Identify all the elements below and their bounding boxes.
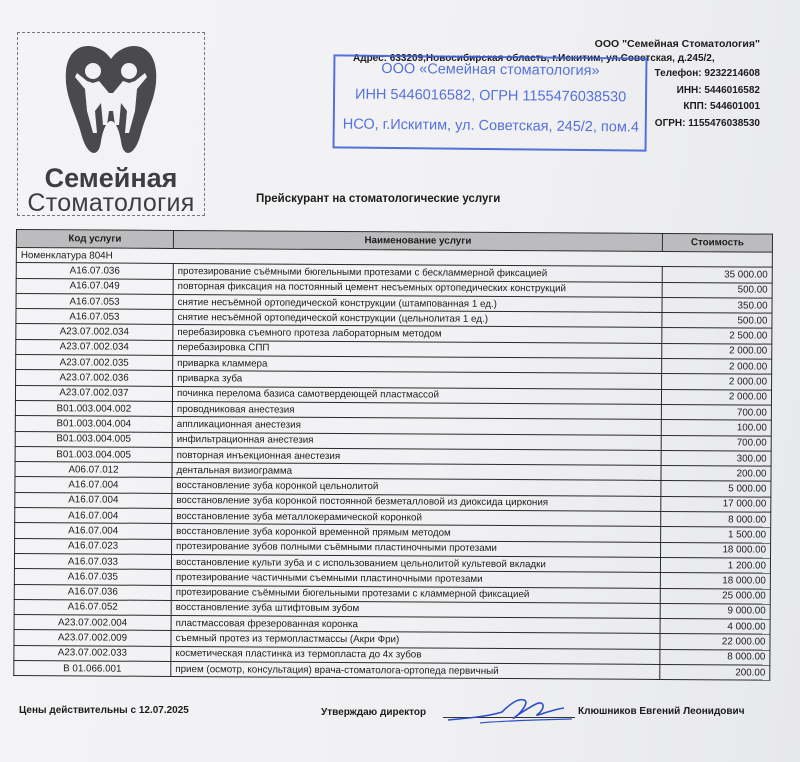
service-price: 8 000.00 xyxy=(661,511,771,527)
approve-label: Утверждаю директор xyxy=(321,707,427,718)
service-name: восстановление культи зуба и с использованием цельнолитой культевой вкладки xyxy=(171,554,660,572)
service-name: перебазировка СПП xyxy=(173,340,662,358)
service-price: 200.00 xyxy=(661,466,771,482)
service-code: A16.07.052 xyxy=(14,599,171,615)
service-name: прием (осмотр, консультация) врача-стоматолога-ортопеда первичный xyxy=(171,661,660,679)
logo-text-line2: Стоматология xyxy=(27,189,195,217)
service-code: A16.07.036 xyxy=(16,263,173,279)
service-price: 5 000.00 xyxy=(661,481,771,497)
service-code: B01.003.004.005 xyxy=(15,431,172,447)
service-name: дентальная визиограмма xyxy=(172,463,661,481)
service-price: 700.00 xyxy=(661,435,771,451)
service-name: инфильтрационная анестезия xyxy=(172,432,661,450)
company-stamp xyxy=(333,54,648,151)
director-signature xyxy=(440,690,580,730)
service-code: A16.07.004 xyxy=(15,477,172,493)
table-body xyxy=(14,248,773,681)
service-code: A23.07.002.037 xyxy=(15,385,172,401)
header-price: Стоимость xyxy=(662,233,772,252)
service-name: приварка зуба xyxy=(173,371,662,389)
company-address: Адрес: 633209,Новосибирская область, г.Искитим, ул.Советская, д.245/2, xyxy=(353,53,715,64)
service-name: протезирование зубов полными съёмными пластиночными протезами xyxy=(172,539,661,557)
service-price: 700.00 xyxy=(661,404,771,420)
service-price: 350.00 xyxy=(662,297,772,313)
service-name: снятие несъёмной ортопедической конструкции (штампованная 1 ед.) xyxy=(173,294,662,312)
document-title: Прейскурант на стоматологические услуги xyxy=(256,193,501,205)
service-price: 18 000.00 xyxy=(660,573,770,589)
service-code: A16.07.004 xyxy=(15,523,172,539)
company-inn: ИНН: 5446016582 xyxy=(676,85,760,96)
service-name: повторная фиксация на постоянный цемент несъемных ортопедических конструкций xyxy=(173,279,662,297)
service-price: 8 000.00 xyxy=(660,649,770,665)
service-code: A16.07.004 xyxy=(15,508,172,524)
service-code: B01.003.004.004 xyxy=(15,416,172,432)
service-code: B01.003.004.002 xyxy=(15,400,172,416)
service-price: 2 500.00 xyxy=(662,328,772,344)
service-price: 1 500.00 xyxy=(661,527,771,543)
service-price: 500.00 xyxy=(662,282,772,298)
service-code: A23.07.002.036 xyxy=(16,370,173,386)
service-code: A16.07.033 xyxy=(14,553,171,569)
service-code: A23.07.002.009 xyxy=(14,630,171,646)
service-name: проводниковая анестезия xyxy=(172,401,661,419)
service-code: A23.07.002.034 xyxy=(16,339,173,355)
service-name: починка перелома базиса самотвердеющей пластмассой xyxy=(172,386,661,404)
service-name: протезирование съёмными бюгельными протезами с бескламмерной фиксацией xyxy=(173,264,662,282)
service-code: A16.07.023 xyxy=(15,538,172,554)
clinic-logo xyxy=(17,32,205,216)
service-code: A16.07.004 xyxy=(15,492,172,508)
prices-valid-date: Цены действительны с 12.07.2025 xyxy=(19,705,189,716)
price-table xyxy=(13,229,773,681)
service-name: восстановление зуба коронкой постоянной безметалловой из диоксида циркония xyxy=(172,493,661,511)
service-price: 25 000.00 xyxy=(660,588,770,604)
service-price: 22 000.00 xyxy=(660,634,770,650)
service-name: снятие несъёмной ортопедической конструкции (цельнолитая 1 ед.) xyxy=(173,310,662,328)
service-code: A23.07.002.034 xyxy=(16,324,173,340)
stamp-line2: ИНН 5446016582, ОГРН 1155476038530 xyxy=(354,86,627,106)
service-price: 9 000.00 xyxy=(660,603,770,619)
service-name: аппликационная анестезия xyxy=(172,417,661,435)
service-name: восстановление зуба коронкой цельнолитой xyxy=(172,478,661,496)
service-price: 300.00 xyxy=(661,450,771,466)
company-name: ООО "Семейная Стоматология" xyxy=(594,38,760,50)
service-price: 35 000.00 xyxy=(662,267,772,283)
company-ogrn: ОГРН: 1155476038530 xyxy=(654,118,760,129)
section-label: Номенклатура 804Н xyxy=(16,248,772,268)
company-phone: Телефон: 9232214608 xyxy=(654,68,760,79)
service-code: A23.07.002.035 xyxy=(16,355,173,371)
service-name: пластмассовая фрезерованная коронка xyxy=(171,616,660,634)
service-name: повторная инъекционная анестезия xyxy=(172,447,661,465)
service-price: 18 000.00 xyxy=(661,542,771,558)
service-code: A16.07.053 xyxy=(16,309,173,325)
director-name: Клюшников Евгений Леонидович xyxy=(578,706,745,717)
service-name: перебазировка съемного протеза лабораторным методом xyxy=(173,325,662,343)
service-name: восстановление зуба коронкой временной прямым методом xyxy=(172,524,661,542)
service-price: 200.00 xyxy=(660,664,770,680)
service-code: A23.07.002.033 xyxy=(14,645,171,661)
service-code: A16.07.035 xyxy=(14,569,171,585)
service-name: съемный протез из термопластмассы (Акри Фри) xyxy=(171,631,660,649)
service-price: 2 000.00 xyxy=(662,343,772,359)
service-name: косметическая пластинка из термопласта до 4х зубов xyxy=(171,646,660,664)
service-price: 17 000.00 xyxy=(661,496,771,512)
service-code: A16.07.049 xyxy=(16,278,173,294)
service-price: 2 000.00 xyxy=(661,389,771,405)
service-name: приварка кламмера xyxy=(173,356,662,374)
header-code: Код услуги xyxy=(16,230,173,249)
service-price: 2 000.00 xyxy=(662,374,772,390)
logo-text-line1: Семейная xyxy=(44,163,178,193)
service-price: 100.00 xyxy=(661,420,771,436)
service-code: A16.07.053 xyxy=(16,293,173,309)
service-code: A06.07.012 xyxy=(15,462,172,478)
service-price: 500.00 xyxy=(662,313,772,329)
service-name: восстановление зуба штифтовым зубом xyxy=(171,600,660,618)
service-code: B 01.066.001 xyxy=(14,661,171,677)
service-name: восстановление зуба металлокерамической коронкой xyxy=(172,509,661,527)
service-code: B01.003.004.005 xyxy=(15,446,172,462)
family-tooth-icon xyxy=(63,37,159,161)
header-name: Наименование услуги xyxy=(173,230,662,251)
service-code: A16.07.036 xyxy=(14,584,171,600)
table-row xyxy=(14,661,770,681)
service-name: протезирование съёмными бюгельными протезами с кламмерной фиксацией xyxy=(171,585,660,603)
service-name: протезирование частичными съемными пластиночными протезами xyxy=(171,570,660,588)
stamp-line1: ООО «Семейная стоматология» xyxy=(381,60,600,80)
service-price: 4 000.00 xyxy=(660,619,770,635)
stamp-line3: НСО, г.Искитим, ул. Советская, 245/2, пом.4 xyxy=(342,116,640,136)
service-code: A23.07.002.004 xyxy=(14,615,171,631)
service-price: 1 200.00 xyxy=(660,557,770,573)
service-price: 2 000.00 xyxy=(662,359,772,375)
company-kpp: КПП: 544601001 xyxy=(683,101,760,112)
